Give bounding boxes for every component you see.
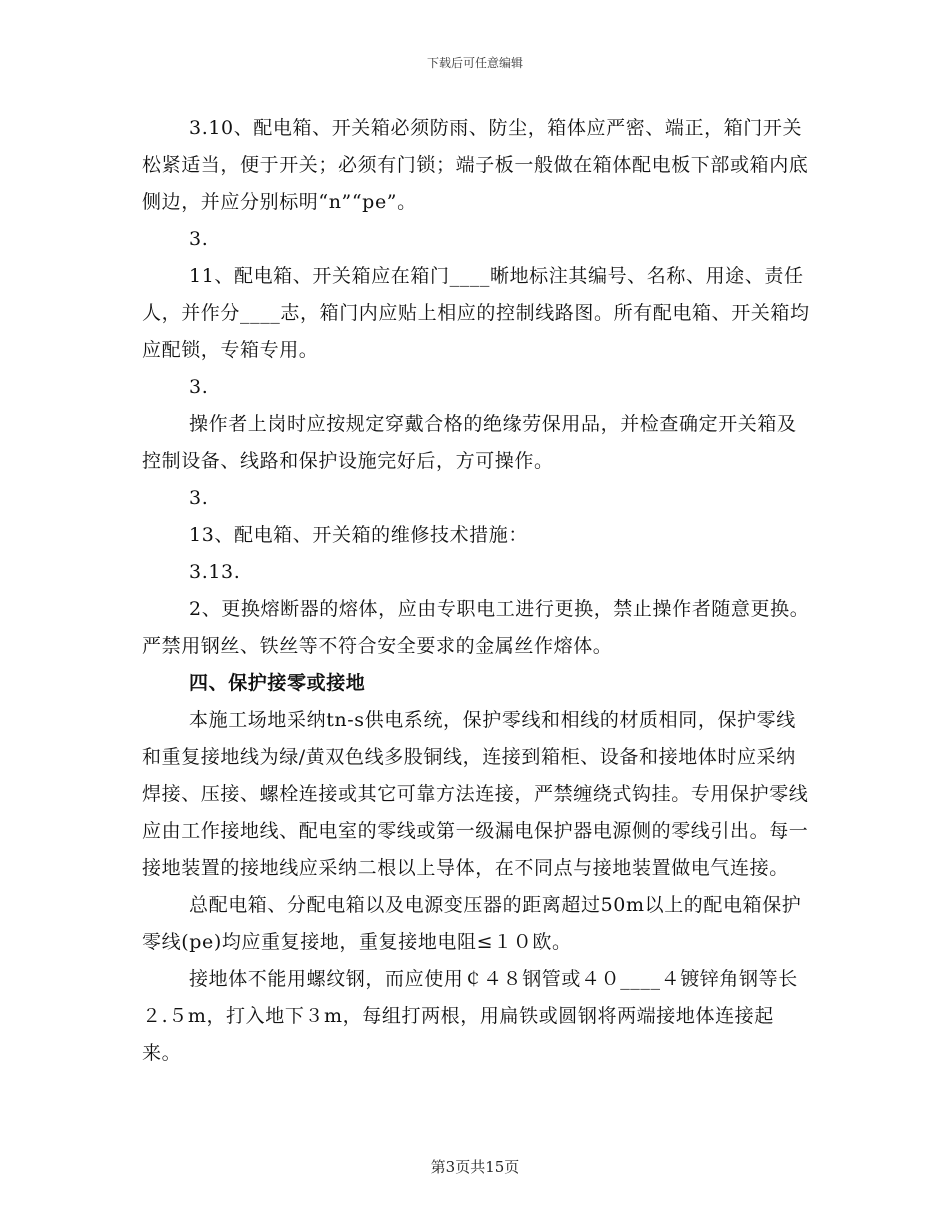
paragraph-11: 11、配电箱、开关箱应在箱门____晰地标注其编号、名称、用途、责任人，并作分____志，箱门内应贴上相应的控制线路图。所有配电箱、开关箱均应配锁，专箱专用。 [142,265,810,361]
paragraph-3-10: 3.10、配电箱、开关箱必须防雨、防尘，箱体应严密、端正，箱门开关松紧适当，便于开关；必须有门锁；端子板一般做在箱体配电板下部或箱内底侧边，并应分别标明“n”“pe”。 [142,117,809,213]
paragraph-tns: 本施工场地采纳tn-s供电系统，保护零线和相线的材质相同，保护零线和重复接地线为绿/黄双色线多股铜线，连接到箱柜、设备和接地体时应采纳焊接、压接、螺栓连接或其它可靠方法连接，严禁缠绕式钩挂。专用保护零线应由工作接地线、配电室的零线或第一级漏电保护器电源侧的零线引出。每一接地装置的接地线应采纳二根以上导体，在不同点与接地装置做电气连接。 [142,709,809,879]
paragraph-ground-body: 接地体不能用螺纹钢，而应使用￠４８钢管或４０____４镀锌角钢等长２.５m，打入地下３m，每组打两根，用扁铁或圆钢将两端接地体连接起来。 [142,968,798,1064]
section-number: 3. [189,487,209,509]
section-number: 3. [189,228,209,250]
section-heading: 四、保护接零或接地 [189,672,366,694]
page-number: 第3页共15页 [430,1158,520,1176]
paragraph-13: 13、配电箱、开关箱的维修技术措施： [189,524,528,546]
section-number: 3. [189,376,209,398]
section-number: 3.13. [189,561,241,583]
paragraph-repeat-ground: 总配电箱、分配电箱以及电源变压器的距离超过50m以上的配电箱保护零线(pe)均应重复接地，重复接地电阻≤１０欧。 [142,894,802,953]
page-header-note: 下载后可任意编辑 [426,56,523,70]
paragraph-operator: 操作者上岗时应按规定穿戴合格的绝缘劳保用品，并检查确定开关箱及控制设备、线路和保护设施完好后，方可操作。 [142,413,797,472]
document-body [142,110,810,1072]
paragraph-fuse: 2、更换熔断器的熔体，应由专职电工进行更换，禁止操作者随意更换。严禁用钢丝、铁丝等不符合安全要求的金属丝作熔体。 [142,598,810,657]
